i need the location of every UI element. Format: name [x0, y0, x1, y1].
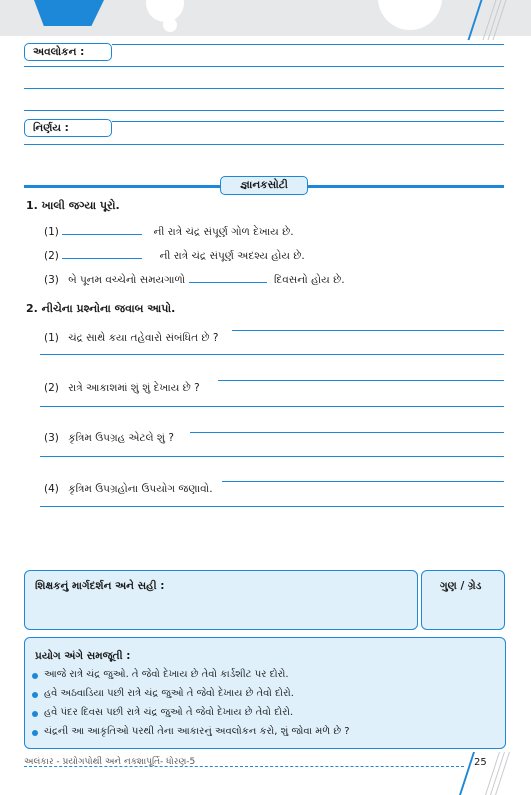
- q1-item-3-text-before: બે પૂનમ વચ્ચેનો સમયગાળો: [68, 274, 186, 286]
- q1-item-2-text: ની રાત્રે ચંદ્ર સંપૂર્ણ અદશ્ય હોય છે.: [159, 250, 305, 262]
- q2-item-4: [44, 483, 213, 496]
- grade-label: ગુણ / ગ્રેડ: [440, 580, 482, 592]
- q2-item-2-text: રાત્રે આકાશમાં શું શું દેખાય છે ?: [68, 382, 200, 394]
- conclusion-line[interactable]: [24, 144, 504, 145]
- q1-item-3-num: (3): [44, 274, 59, 286]
- tip-item: આજે રાત્રે ચંદ્ર જુઓ. તે જેવો દેખાય છે તેવો કાર્ડશીટ પર દોરો.: [44, 669, 289, 680]
- footer-stripe: [459, 752, 475, 795]
- q2-item-3-text: કૃત્રિમ ઉપગ્રહ એટલે શું ?: [68, 432, 174, 444]
- q2-item-2-num: (2): [44, 382, 59, 394]
- q2-item-2-answer-line[interactable]: [218, 380, 504, 381]
- observation-line[interactable]: [24, 110, 504, 111]
- q2-item-4-num: (4): [44, 483, 59, 495]
- bullet-icon: [32, 730, 38, 736]
- page-number: 25: [474, 757, 487, 768]
- conclusion-label: નિર્ણય :: [24, 119, 112, 137]
- quiz-title: જ્ઞાનકસોટી: [220, 176, 308, 195]
- q2-item-1-answer-line[interactable]: [40, 354, 504, 355]
- q1-item-3: [44, 272, 345, 287]
- q2-item-2-answer-line[interactable]: [40, 406, 504, 407]
- q2-item-3-num: (3): [44, 432, 59, 444]
- q1-item-2-blank[interactable]: [62, 248, 142, 259]
- q2-item-4-answer-line[interactable]: [40, 506, 504, 507]
- observation-label: અવલોકન :: [24, 43, 112, 61]
- bullet-icon: [32, 692, 38, 698]
- q2-item-1-text: ચંદ્ર સાથે કયા તહેવારો સંબંધિત છે ?: [68, 332, 219, 344]
- q1-item-1: [44, 224, 294, 239]
- q2-item-3: [44, 432, 174, 445]
- teacher-signature-label: શિક્ષકનું માર્ગદર્શન અને સહી :: [35, 580, 165, 592]
- teacher-signature-box[interactable]: [24, 570, 418, 630]
- observation-line[interactable]: [24, 88, 504, 89]
- tip-item: ચંદ્રની આ આકૃતિઓ પરથી તેના આકારનું અવલોકન કરો, શું જોવા મળે છે ?: [44, 726, 350, 737]
- q1-item-2-num: (2): [44, 250, 59, 262]
- q1-item-2: [44, 248, 305, 263]
- observation-line[interactable]: [112, 44, 504, 45]
- q2-item-2: [44, 382, 200, 395]
- q1-item-3-blank[interactable]: [189, 272, 267, 283]
- header-circle-small: [163, 18, 177, 32]
- q2-item-3-answer-line[interactable]: [40, 456, 504, 457]
- tip-item: હવે અઠવાડિયા પછી રાત્રે ચંદ્ર જુઓ તે જેવો દેખાય છે તેવો દોરો.: [44, 688, 294, 699]
- q1-item-1-num: (1): [44, 226, 59, 238]
- q1-item-1-blank[interactable]: [62, 224, 142, 235]
- grade-box[interactable]: [421, 570, 505, 630]
- q2-item-1-answer-line[interactable]: [232, 330, 504, 331]
- tips-title: પ્રયોગ અંગે સમજૂતી :: [35, 650, 131, 662]
- question-1-heading: 1. ખાલી જગ્યા પૂરો.: [26, 199, 120, 212]
- bullet-icon: [32, 711, 38, 717]
- q1-item-1-text: ની રાત્રે ચંદ્ર સંપૂર્ણ ગોળ દેખાય છે.: [153, 226, 294, 238]
- q1-item-3-text-after: દિવસનો હોય છે.: [274, 274, 345, 286]
- q2-item-4-answer-line[interactable]: [222, 481, 504, 482]
- q2-item-4-text: કૃત્રિમ ઉપગ્રહોના ઉપયોગ જણાવો.: [68, 483, 213, 495]
- q2-item-3-answer-line[interactable]: [190, 432, 504, 433]
- q2-item-1: [44, 332, 218, 345]
- footer-text: અલંકાર - પ્રયોગપોથી અને નકશાપૂર્તિ- ધોરણ-5: [24, 757, 196, 767]
- question-2-heading: 2. નીચેના પ્રશ્નોના જવાબ આપો.: [26, 302, 176, 315]
- tip-item: હવે પંદર દિવસ પછી રાત્રે ચંદ્ર જુઓ તે જેવો દેખાય છે તેવો દોરો.: [44, 707, 294, 718]
- observation-line[interactable]: [24, 66, 504, 67]
- bullet-icon: [32, 673, 38, 679]
- q2-item-1-num: (1): [44, 332, 59, 344]
- conclusion-line[interactable]: [112, 121, 504, 122]
